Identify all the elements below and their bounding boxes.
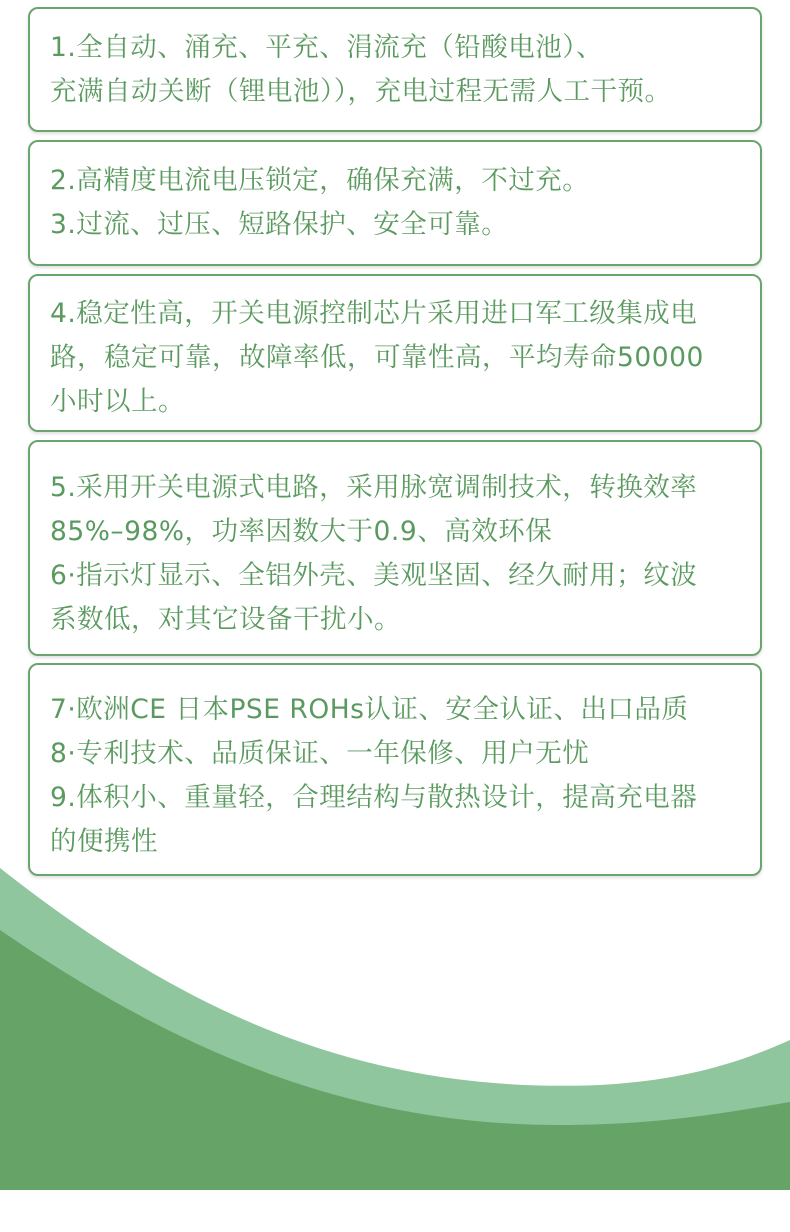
feature-line: 系数低，对其它设备干扰小。 — [50, 604, 401, 635]
feature-line: 5.采用开关电源式电路，采用脉宽调制技术，转换效率 — [50, 472, 698, 503]
feature-line: 85%–98%，功率因数大于0.9、高效环保 — [50, 516, 553, 547]
feature-line: 4.稳定性高，开关电源控制芯片采用进口军工级集成电 — [50, 298, 698, 329]
feature-line: 小时以上。 — [50, 386, 185, 417]
feature-card-3 — [28, 274, 762, 432]
feature-line: 1.全自动、涌充、平充、涓流充（铅酸电池）、 — [50, 32, 604, 63]
feature-line: 充满自动关断（锂电池）），充电过程无需人工干预。 — [50, 76, 672, 107]
feature-line: 9.体积小、重量轻，合理结构与散热设计，提高充电器 — [50, 782, 698, 813]
feature-card-5 — [28, 663, 762, 876]
feature-line: 6·指示灯显示、全铝外壳、美观坚固、经久耐用；纹波 — [50, 560, 698, 591]
feature-line: 路，稳定可靠，故障率低，可靠性高，平均寿命50000 — [50, 342, 704, 373]
feature-line: 2.高精度电流电压锁定，确保充满，不过充。 — [50, 165, 590, 196]
feature-line: 的便携性 — [50, 826, 158, 857]
feature-line: 7·欧洲CE 日本PSE ROHs认证、安全认证、出口品质 — [50, 694, 689, 725]
feature-line: 3.过流、过压、短路保护、安全可靠。 — [50, 209, 509, 240]
feature-card-2 — [28, 140, 762, 266]
feature-card-4 — [28, 440, 762, 656]
feature-card-1 — [28, 7, 762, 132]
feature-line: 8·专利技术、品质保证、一年保修、用户无忧 — [50, 738, 590, 769]
